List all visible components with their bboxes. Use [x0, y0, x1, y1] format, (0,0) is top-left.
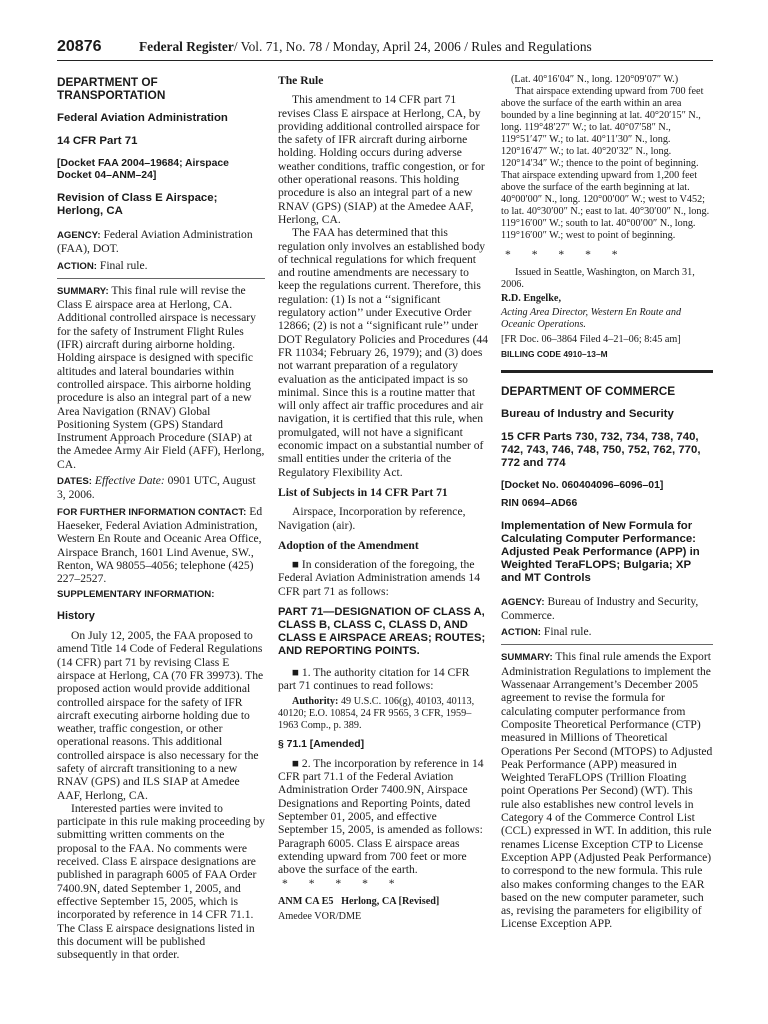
agency-name: Federal Aviation Administration	[57, 112, 228, 124]
action-field	[57, 259, 265, 273]
action-value-2: Final rule.	[543, 625, 592, 639]
cfr-part: 14 CFR Part 71	[57, 135, 138, 147]
summary-field	[57, 284, 265, 471]
dates-label: DATES:	[57, 476, 92, 488]
navaid: Amedee VOR/DME	[278, 910, 362, 922]
column-3	[501, 74, 713, 931]
document-title-2: Implementation of New Formula for Calculating Computer Performance: Adjusted Peak Performance (APP) in Weighted TeraFLOPS; Bulgaria; XP and MT Controls	[501, 519, 700, 584]
fr-doc: [FR Doc. 06–3864 Filed 4–21–06; 8:45 am]	[501, 334, 681, 346]
action-label-2: ACTION:	[501, 627, 541, 639]
history-paragraph-2: Interested parties were invited to participate in this rule making proceeding by submitting written comments on the proposal to the FAA. No comments were received. Class E airspace designations are published in paragraph 6005 of FAA Order 7400.9N, dated September 1, 2005, and effective September 15, 2005, which is incorporated by reference in 14 CFR 71.1. The Class E airspace designations listed in this document will be published subsequently in that order.	[57, 801, 265, 962]
agency-field	[57, 228, 265, 256]
summary-text: This final rule will revise the Class E airspace area at Herlong, CA. Additional controlled airspace is necessary for the safety of Instrument Flight Rules (IFR) aircraft during airborne holding. Holding airspace is designed with specific altitudes and lateral boundaries within controlled airspace. This airborne holding procedure is also an integral part of a new Area Navigation (RNAV) Global Positioning System (GPS) Standard Instrument Approach Procedure (SIAP) at the Amedee Army Air Field (AFF), Herlong, CA.	[57, 283, 265, 471]
page-number: 20876	[57, 38, 102, 55]
billing-code: BILLING CODE 4910–13–M	[501, 349, 608, 360]
action-value: Final rule.	[99, 258, 148, 272]
navaid-coords: (Lat. 40°16′04″ N., long. 120°09′07″ W.)	[511, 74, 679, 85]
rin-number: RIN 0694–AD66	[501, 497, 578, 509]
amendment-2: ■ 2. The incorporation by reference in 14 CFR part 71.1 of the Federal Aviation Administration Order 7400.9N, Airspace Designations and Reporting Points, dated September 01, 2005, and effective September 15, 2005, is amended as follows: Paragraph 6005. Class E airspace areas extending upward from 700 feet or more above the surface of the earth.	[278, 756, 484, 877]
rule-heading: The Rule	[278, 74, 324, 87]
dates-field	[57, 474, 265, 502]
dates-italic: Effective Date:	[94, 474, 165, 488]
docket-number: [Docket FAA 2004–19684; Airspace Docket 04–ANM–24]	[57, 158, 229, 181]
section-heading: § 71.1 [Amended]	[278, 738, 365, 750]
summary-text-2: This final rule amends the Export Administration Regulations to implement the Wassenaar Arrangement’s December 2005 agreement to revise the formula for calculating computer performance from Composite Theoretical Performance (CTP) measured in Millions of Theoretical Operations Per Second (MTOPS) to Adjusted Peak Performance (APP) measured in Weighted TeraFLOPS (Trillion Floating point Operations Per Second) (WT). This rule also establishes new control levels in Category 4 of the Commerce Control List (CCL) expressed in WT. In addition, this rule renames License Exception CTP to License Exception APP (Adjusted Peak Performance) to correspond to the new formula. This rule also makes conforming changes to the EAR based on the new computer parameter, such as, revising the parameters for eligibility of License Exception APP.	[501, 650, 713, 931]
subjects-heading: List of Subjects in 14 CFR Part 71	[278, 485, 448, 499]
journal-name: Federal Register	[139, 39, 234, 54]
agency-field-2	[501, 595, 713, 623]
rule-paragraph-1: This amendment to 14 CFR part 71 revises Class E airspace at Herlong, CA, by providing additional controlled airspace for the safety of IFR aircraft during airborne holding. Holding occurs during adverse weather conditions, traffic congestion, or for other operational reasons. This holding procedure is also an integral part of a new RNAV (GPS) (SIAP) at the Amedee AAF, Herlong, CA.	[278, 93, 485, 226]
part-heading: PART 71—DESIGNATION OF CLASS A, CLASS B, CLASS C, CLASS D, AND CLASS E AIRSPACE AREAS; ROUTES; AND REPORTING POINTS.	[278, 605, 486, 657]
authority-label: Authority:	[292, 695, 339, 707]
issue-info: / Vol. 71, No. 78 / Monday, April 24, 2006 / Rules and Regulations	[233, 39, 592, 54]
running-header	[57, 38, 713, 61]
action-field-2	[501, 625, 713, 639]
document-title: Revision of Class E Airspace; Herlong, CA	[57, 192, 218, 217]
signer-name: R.D. Engelke,	[501, 293, 561, 305]
amendment-1: ■ 1. The authority citation for 14 CFR part 71 continues to read follows:	[278, 665, 470, 693]
history-paragraph-1: On July 12, 2005, the FAA proposed to amend Title 14 Code of Federal Regulations (14 CFR) part 71 by revising Class E airspace at Herlong, CA (70 FR 39973). The proposed action would provide additional controlled airspace for the safety of IFR aircraft executing airborne holding due to weather, traffic congestion, or other operational reasons. This additional controlled airspace is also necessary for the safety of aircraft transitioning to a new RNAV (GPS) and ILS SIAP at Amedee AAF, Herlong, CA.	[57, 629, 264, 802]
airspace-id: ANM CA E5	[278, 895, 334, 907]
agency-name-2: Bureau of Industry and Security	[501, 407, 674, 420]
column-1	[57, 74, 265, 961]
contact-label: FOR FURTHER INFORMATION CONTACT:	[57, 506, 247, 518]
agency-label-2: AGENCY:	[501, 596, 545, 608]
contact-field	[57, 505, 265, 586]
summary-label: SUMMARY:	[57, 285, 109, 297]
adoption-text: ■ In consideration of the foregoing, the Federal Aviation Administration amends 14 CFR part 71 as follows:	[278, 558, 481, 598]
ellipsis-stars-2: * * * * *	[505, 248, 618, 261]
divider	[57, 278, 265, 279]
authority-text: 49 U.S.C. 106(g), 40103, 40113, 40120; E.O. 10854, 24 FR 9565, 3 CFR, 1959–1963 Comp., p. 389.	[278, 695, 475, 731]
agency-value-2: Bureau of Industry and Security, Commerce.	[501, 594, 699, 622]
department-heading-2: DEPARTMENT OF COMMERCE	[501, 383, 676, 398]
airspace-name: Herlong, CA [Revised]	[341, 895, 440, 907]
issued-line: Issued in Seattle, Washington, on March 31, 2006.	[501, 267, 695, 291]
column-2	[278, 74, 489, 923]
subjects-text: Airspace, Incorporation by reference, Navigation (air).	[278, 505, 466, 532]
signer-title: Acting Area Director, Western En Route and Oceanic Operations.	[501, 307, 682, 331]
authority-citation	[278, 696, 489, 732]
airspace-designation	[278, 896, 489, 908]
document-separator	[501, 370, 713, 373]
dates-value: 0901 UTC, August 3, 2006.	[57, 474, 256, 502]
adoption-heading: Adoption of the Amendment	[278, 538, 419, 552]
ellipsis-stars: * * * * *	[282, 876, 395, 890]
rule-paragraph-2: The FAA has determined that this regulation only involves an established body of technical regulations for which frequent and routine amendments are necessary to keep the regulations current. Therefore, this regulation: (1) Is not a ‘‘significant regulatory action’’ under Executive Order 12866; (2) is not a ‘‘significant rule’’ under DOT Regulatory Policies and Procedures (44 FR 11034; February 26, 1979); and (3) does not warrant preparation of a regulatory evaluation as the anticipated impact is so minimal. Since this is a routine matter that will only affect air traffic procedures and air navigation, it is certified that this rule, when promulgated, will not have a significant economic impact on a substantial number of small entities under the criteria of the Regulatory Flexibility Act.	[278, 226, 489, 479]
agency-value: Federal Aviation Administration (FAA), DOT.	[57, 228, 253, 256]
summary-field-2	[501, 650, 713, 930]
summary-label-2: SUMMARY:	[501, 652, 553, 664]
running-head	[139, 39, 592, 55]
department-heading: DEPARTMENT OF TRANSPORTATION	[57, 75, 166, 102]
divider-2	[501, 644, 713, 645]
supplementary-label: SUPPLEMENTARY INFORMATION:	[57, 589, 215, 601]
action-label: ACTION:	[57, 260, 97, 272]
agency-label: AGENCY:	[57, 230, 101, 241]
cfr-parts-2: 15 CFR Parts 730, 732, 734, 738, 740, 742, 743, 746, 748, 750, 752, 762, 770, 772 and 774	[501, 430, 701, 469]
contact-text: Ed Haeseker, Federal Aviation Administration, Western En Route and Oceanic Area Office, Airspace Branch, 1601 Lind Avenue, SW., Renton, WA 98055–4056; telephone (425) 227–2527.	[57, 504, 263, 586]
docket-number-2: [Docket No. 060404096–6096–01]	[501, 479, 664, 491]
history-heading: History	[57, 609, 95, 622]
airspace-description: That airspace extending upward from 700 feet above the surface of the earth within an area bounded by a line beginning at lat. 40°20′15″ N., long. 119°48′27″ W.; to lat. 40°07′58″ N., 119°51′47″ W.; to lat. 40°11′30″ N., long. 120°16′47″ W.; to lat. 40°20′32″ N., long. 120°14′34″ W.; thence to the point of beginning. That airspace extending upward from 1,200 feet above the surface of the earth beginning at lat. 40°00′00″ N., long. 120°00′00″ W.; west to V452; to lat. 40°30′00″ N.; east to lat. 40°30′00″ N., long. 119°16′00″ W.; south to lat. 40°00′00″ N., long. 119°16′00″ W.; west to point of beginning.	[501, 86, 710, 241]
